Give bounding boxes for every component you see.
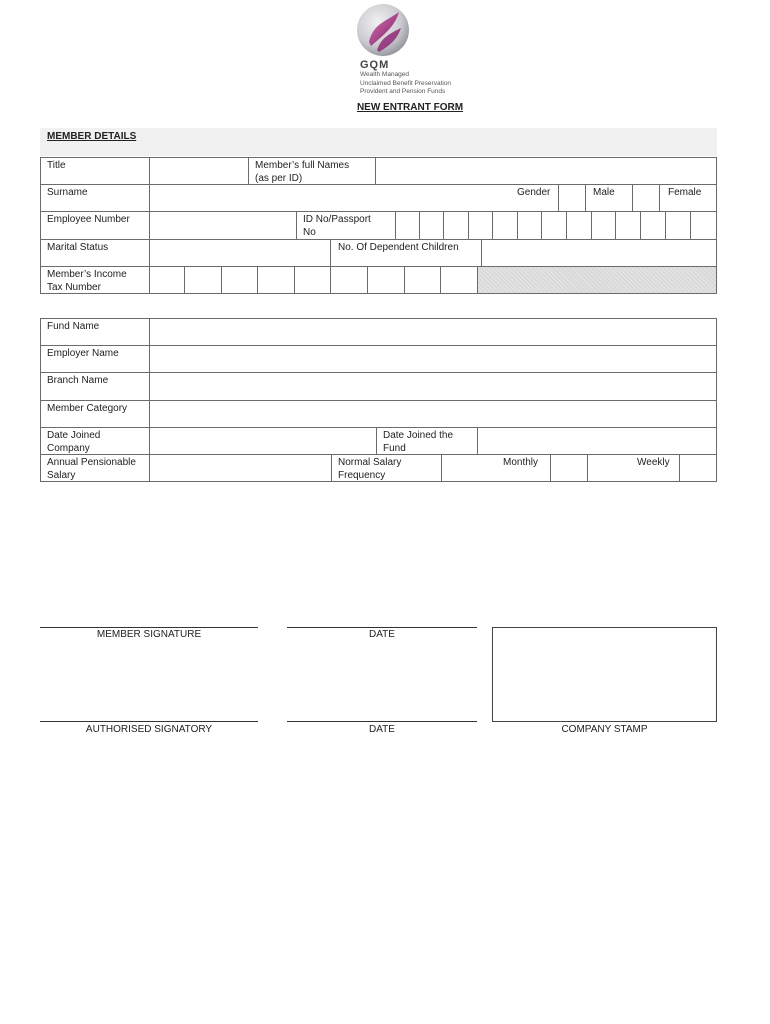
weekly-label: Weekly [637,457,670,468]
member-signature-label: MEMBER SIGNATURE [96,629,202,640]
id-digit-box[interactable] [615,211,641,240]
member-details-header [40,128,717,156]
dependents-label-cell [330,239,482,267]
branch-name-field[interactable] [149,372,717,401]
tax-shaded-area [477,266,717,294]
tax-digit-box[interactable] [257,266,295,294]
gender-blank-box[interactable] [558,184,586,212]
surname-label: Surname [47,187,88,198]
member-category-label: Member Category [47,403,128,414]
date-label-2: DATE [369,724,395,735]
date-label-1: DATE [369,629,395,640]
marital-status-field[interactable] [149,239,331,267]
male-checkbox[interactable] [632,184,660,212]
female-label: Female [668,187,702,198]
tax-digit-box[interactable] [184,266,222,294]
tax-number-label-cell [40,266,150,294]
tax-digit-box[interactable] [294,266,331,294]
tax-digit-box[interactable] [149,266,185,294]
tax-digit-box[interactable] [404,266,441,294]
title-label: Title [47,160,66,171]
company-stamp-label: COMPANY STAMP [561,724,648,735]
marital-status-label-cell [40,239,150,267]
monthly-label-cell [441,454,551,482]
fund-name-label: Fund Name [47,321,100,332]
full-names-label-2: (as per ID) [255,173,303,184]
employee-number-label: Employee Number [47,214,130,225]
id-digit-box[interactable] [690,211,717,240]
date-joined-fund-label-2: Fund [383,443,406,454]
tax-digit-box[interactable] [330,266,368,294]
tax-number-label-1: Member’s Income [47,269,127,280]
branch-name-label-cell [40,372,150,401]
annual-salary-label-cell [40,454,150,482]
male-label-cell [585,184,633,212]
salary-frequency-label-cell [331,454,442,482]
annual-salary-field[interactable] [149,454,332,482]
tax-digit-box[interactable] [367,266,405,294]
salary-frequency-label-2: Frequency [338,470,386,481]
surname-field[interactable] [149,184,559,212]
member-signature-line[interactable] [40,627,258,628]
logo-tagline-1: Wealth Managed [360,71,410,78]
date-line-1[interactable] [287,627,477,628]
employer-name-label-cell [40,345,150,373]
salary-frequency-label-1: Normal Salary [338,457,402,468]
id-label-2: No [303,227,316,238]
tax-number-label-2: Tax Number [47,282,101,293]
monthly-label: Monthly [503,457,539,468]
male-label: Male [593,187,615,198]
monthly-checkbox[interactable] [550,454,588,482]
fund-name-field[interactable] [149,318,717,346]
title-label-cell [40,157,150,185]
date-joined-fund-field[interactable] [477,427,717,455]
member-details-title: MEMBER DETAILS [47,131,137,142]
surname-label-cell [40,184,150,212]
id-digit-box[interactable] [468,211,493,240]
id-digit-box[interactable] [566,211,592,240]
title-field[interactable] [149,157,249,185]
fund-name-label-cell [40,318,150,346]
logo-name: GQM [360,59,390,71]
employee-number-field[interactable] [149,211,297,240]
annual-salary-label-2: Salary [47,470,76,481]
tax-digit-box[interactable] [440,266,478,294]
form-title: NEW ENTRANT FORM [356,102,464,113]
date-joined-company-label-2: Company [47,443,90,454]
female-label-cell [659,184,717,212]
weekly-label-cell [587,454,680,482]
date-joined-company-label-cell [40,427,150,455]
weekly-checkbox[interactable] [679,454,717,482]
id-digit-box[interactable] [591,211,616,240]
marital-status-label: Marital Status [47,242,109,253]
employee-number-label-cell [40,211,150,240]
annual-salary-label-1: Annual Pensionable [47,457,136,468]
tax-digit-box[interactable] [221,266,258,294]
branch-name-label: Branch Name [47,375,109,386]
id-digit-box[interactable] [395,211,420,240]
date-joined-company-label-1: Date Joined [47,430,101,441]
dependents-field[interactable] [481,239,717,267]
id-digit-box[interactable] [665,211,691,240]
full-names-field[interactable] [375,157,717,185]
member-category-label-cell [40,400,150,428]
gender-label: Gender [517,187,551,198]
full-names-label-1: Member’s full Names [255,160,350,171]
logo-tagline-3: Provident and Pension Funds [360,88,446,95]
id-digit-box[interactable] [419,211,444,240]
logo-tagline-2: Unclaimed Benefit Preservation [360,79,452,87]
id-digit-box[interactable] [517,211,542,240]
date-joined-fund-label-1: Date Joined the [383,430,454,441]
id-digit-box[interactable] [640,211,666,240]
id-label-1: ID No/Passport [303,214,371,225]
company-stamp-box[interactable] [492,627,717,722]
authorised-signatory-label: AUTHORISED SIGNATORY [85,724,213,735]
id-digit-box[interactable] [492,211,518,240]
company-logo [355,2,411,58]
date-joined-fund-label-cell [376,427,478,455]
date-line-2[interactable] [287,721,477,722]
id-label-cell [296,211,396,240]
dependents-label: No. Of Dependent Children [338,242,459,253]
logo-text [360,59,500,97]
full-names-label-cell [248,157,376,185]
authorised-signatory-line[interactable] [40,721,258,722]
id-digit-box[interactable] [541,211,567,240]
date-joined-company-field[interactable] [149,427,377,455]
employer-name-field[interactable] [149,345,717,373]
employer-name-label: Employer Name [47,348,119,359]
member-category-field[interactable] [149,400,717,428]
id-digit-box[interactable] [443,211,469,240]
